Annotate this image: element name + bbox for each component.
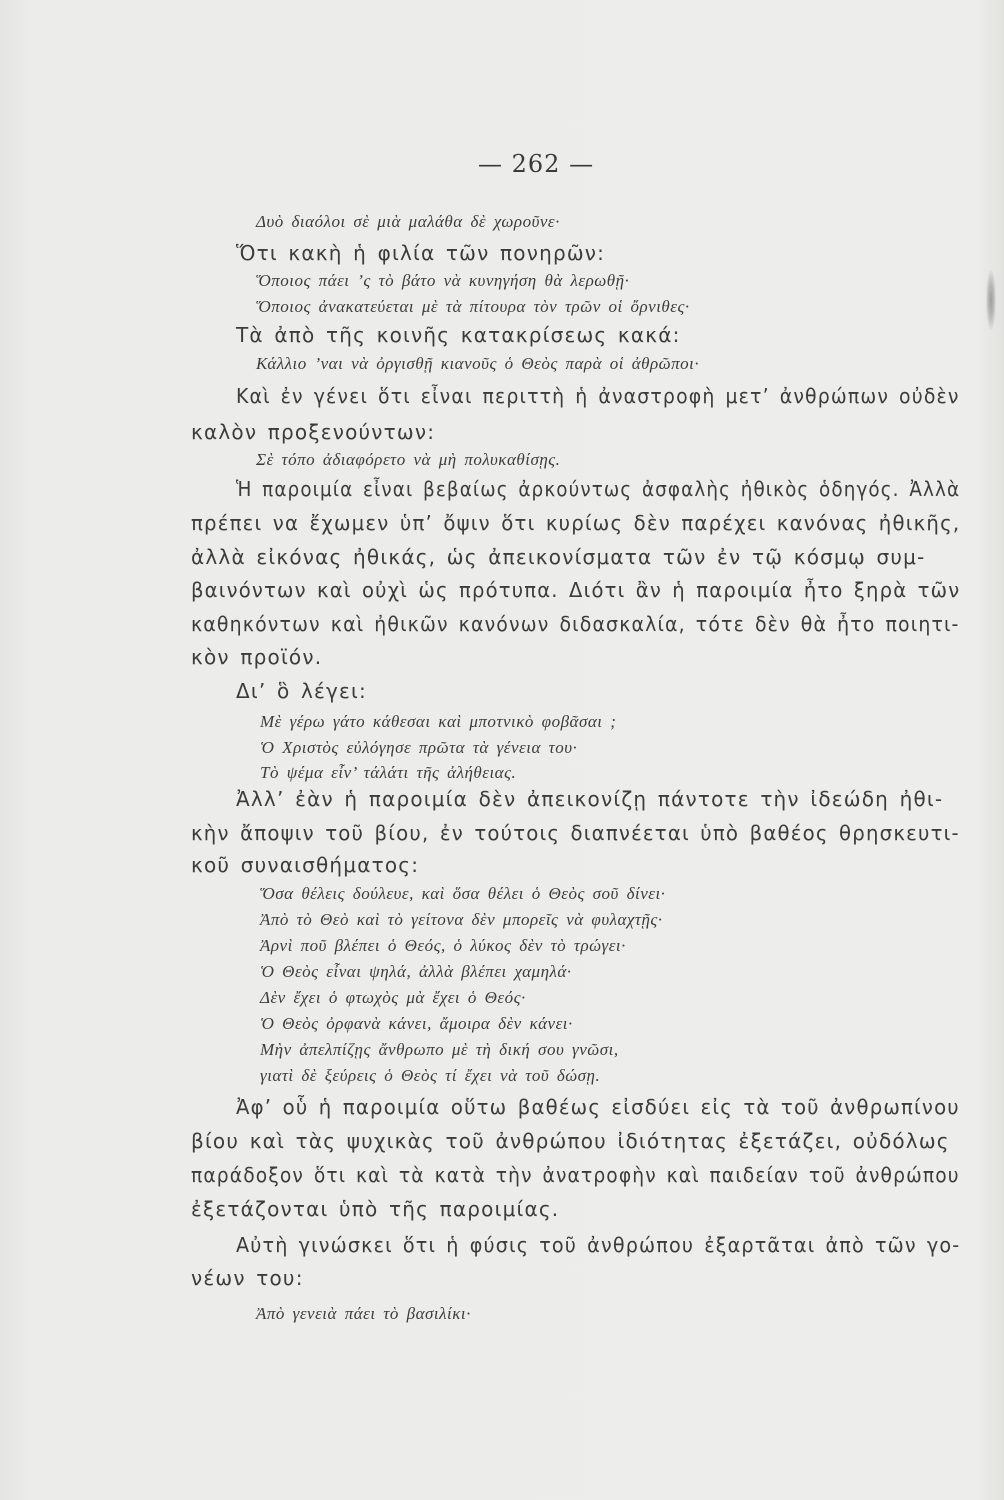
- prose-line: καλὸν προξενούντων:: [191, 420, 436, 444]
- prose-line: παράδοξον ὅτι καὶ τὰ κατὰ τὴν ἀνατροφὴν καὶ παιδείαν τοῦ ἀνθρώπου: [191, 1163, 960, 1187]
- verse-line: γιατὶ δὲ ξεύρεις ὁ Θεὸς τί ἔχει νὰ τοῦ δώσῃ.: [260, 1066, 601, 1085]
- prose-line: πρέπει να ἔχωμεν ὑπ’ ὄψιν ὅτι κυρίως δὲν παρέχει κανόνας ἠθικῆς,: [191, 511, 961, 535]
- verse-line: Ὅποιος ἀνακατεύεται μὲ τὰ πίτουρα τὸν τρῶν οἱ ὄρνιθες·: [256, 297, 690, 316]
- prose-line: Τὰ ἀπὸ τῆς κοινῆς κατακρίσεως κακά:: [236, 323, 681, 347]
- prose-line: Ἡ παροιμία εἶναι βεβαίως ἀρκούντως ἀσφαλὴς ἠθικὸς ὁδηγός. Ἀλλὰ: [236, 477, 961, 501]
- prose-line: κὸν προϊόν.: [191, 645, 323, 669]
- prose-line: Ὅτι κακὴ ἡ φιλία τῶν πονηρῶν:: [236, 241, 606, 265]
- prose-line: Δι’ ὃ λέγει:: [236, 679, 367, 703]
- page-number: — 262 —: [478, 150, 595, 178]
- prose-line: Καὶ ἐν γένει ὅτι εἶναι περιττὴ ἡ ἀναστροφὴ μετ’ ἀνθρώπων οὐδὲν: [236, 384, 960, 408]
- verse-line: Ἀρνὶ ποῦ βλέπει ὁ Θεός, ὁ λύκος δὲν τὸ τρώγει·: [260, 936, 626, 955]
- prose-line: βίου καὶ τὰς ψυχικὰς τοῦ ἀνθρώπου ἰδιότητας ἐξετάζει, οὐδόλως: [191, 1129, 950, 1153]
- prose-line: βαινόντων καὶ οὐχὶ ὡς πρότυπα. Διότι ἂν ἡ παροιμία ἦτο ξηρὰ τῶν: [191, 578, 961, 602]
- prose-line: Αὐτὴ γινώσκει ὅτι ἡ φύσις τοῦ ἀνθρώπου ἐξαρτᾶται ἀπὸ τῶν γο-: [236, 1233, 961, 1257]
- verse-line: Δὲν ἔχει ὁ φτωχὸς μὰ ἔχει ὁ Θεός·: [260, 988, 526, 1007]
- prose-line: κοῦ συναισθήματος:: [191, 853, 420, 877]
- prose-line: ἐξετάζονται ὑπὸ τῆς παροιμίας.: [191, 1197, 560, 1221]
- verse-line: Ἀπὸ γενειὰ πάει τὸ βασιλίκι·: [256, 1304, 471, 1323]
- verse-line: Σὲ τόπο ἀδιαφόρετο νὰ μὴ πολυκαθίσῃς.: [256, 450, 561, 469]
- verse-line: Δυὸ διαόλοι σὲ μιὰ μαλάθα δὲ χωροῦνε·: [256, 212, 560, 231]
- prose-line: κὴν ἄποψιν τοῦ βίου, ἐν τούτοις διαπνέεται ὑπὸ βαθέος θρησκευτι-: [191, 821, 960, 845]
- verse-line: Ὁ Θεὸς ὀρφανὰ κάνει, ἄμοιρα δὲν κάνει·: [260, 1014, 573, 1033]
- verse-line: Μὲ γέρω γάτο κάθεσαι καὶ μποτνικὸ φοβᾶσαι ;: [260, 712, 617, 731]
- verse-line: Ὁ Χριστὸς εὐλόγησε πρῶτα τὰ γένεια του·: [260, 738, 578, 757]
- verse-line: Ὅσα θέλεις δούλευε, καὶ ὅσα θέλει ὁ Θεὸς σοῦ δίνει·: [260, 884, 666, 903]
- verse-line: Ὁ Θεὸς εἶναι ψηλά, ἀλλὰ βλέπει χαμηλά·: [260, 962, 572, 981]
- prose-line: καθηκόντων καὶ ἠθικῶν κανόνων διδασκαλία, τότε δὲν θὰ ἦτο ποιητι-: [191, 612, 960, 636]
- prose-line: Ἀλλ’ ἐὰν ἡ παροιμία δὲν ἀπεικονίζῃ πάντοτε τὴν ἰδεώδη ἠθι-: [236, 787, 944, 811]
- prose-line: ἀλλὰ εἰκόνας ἠθικάς, ὡς ἀπεικονίσματα τῶν ἐν τῷ κόσμῳ συμ-: [191, 545, 926, 569]
- verse-line: Ἀπὸ τὸ Θεὸ καὶ τὸ γείτονα δὲν μπορεῖς νὰ φυλαχτῇς·: [260, 910, 663, 929]
- verse-line: Κάλλιο ’ναι νὰ ὀργισθῇ κιανοῦς ὁ Θεὸς παρὰ οἱ ἀθρῶποι·: [256, 354, 700, 373]
- verse-line: Μὴν ἀπελπίζῃς ἄνθρωπο μὲ τὴ δική σου γνῶσι,: [260, 1040, 619, 1059]
- verse-line: Τὸ ψέμα εἶν’ τάλάτι τῆς ἀλήθειας.: [260, 763, 517, 782]
- prose-line: νέων του:: [191, 1266, 304, 1290]
- prose-line: Ἀφ’ οὗ ἡ παροιμία οὕτω βαθέως εἰσδύει εἰς τὰ τοῦ ἀνθρωπίνου: [236, 1095, 960, 1119]
- verse-line: Ὅποιος πάει ’ς τὸ βάτο νὰ κυνηγήση θὰ λερωθῇ·: [256, 271, 630, 290]
- page-edge-fold: [986, 270, 996, 330]
